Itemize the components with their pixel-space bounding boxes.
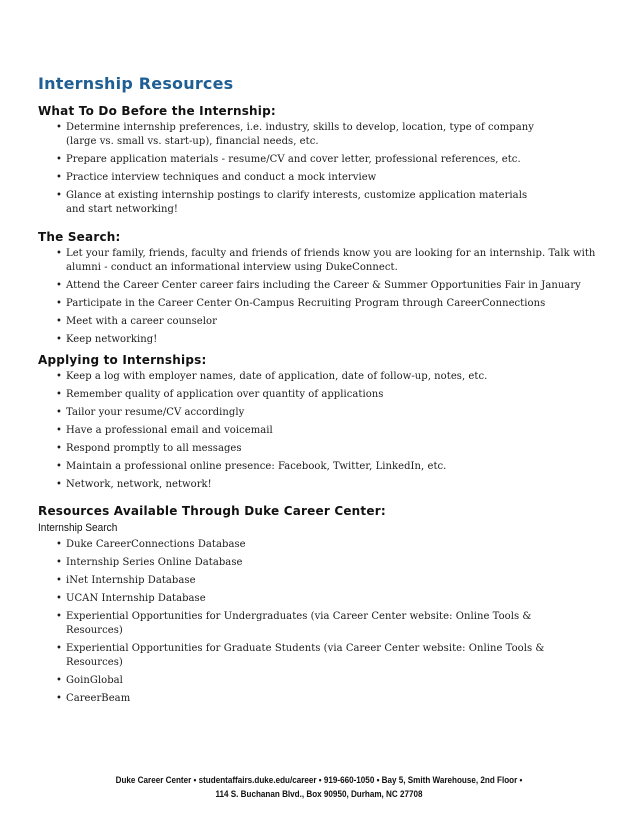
bullet-icon: • bbox=[56, 298, 62, 309]
list-item bbox=[38, 279, 604, 293]
bullet-icon: • bbox=[56, 122, 62, 133]
bullet-icon: • bbox=[56, 693, 62, 704]
bullet-icon: • bbox=[56, 575, 62, 586]
bullet-icon: • bbox=[56, 248, 62, 259]
list-item bbox=[38, 333, 604, 347]
list-item bbox=[38, 442, 604, 456]
section-heading: What To Do Before the Internship: bbox=[38, 104, 276, 118]
list-item-text: Internship Series Online Database bbox=[66, 557, 243, 568]
list-item-text: and start networking! bbox=[66, 204, 178, 215]
list-item-text: Attend the Career Center career fairs including the Career & Summer Opportunities Fair in January bbox=[66, 280, 581, 291]
list-item bbox=[38, 153, 604, 167]
list-item bbox=[38, 674, 604, 688]
list-item-text: Have a professional email and voicemail bbox=[66, 425, 273, 436]
list-item-text: alumni - conduct an informational interview using DukeConnect. bbox=[66, 262, 398, 273]
list-item bbox=[38, 388, 604, 402]
bullet-icon: • bbox=[56, 407, 62, 418]
section-heading: The Search: bbox=[38, 230, 121, 244]
bullet-icon: • bbox=[56, 389, 62, 400]
page-footer bbox=[0, 773, 638, 801]
bullet-icon: • bbox=[56, 675, 62, 686]
list-item-text: UCAN Internship Database bbox=[66, 593, 206, 604]
list-item-text: CareerBeam bbox=[66, 693, 131, 704]
list-item bbox=[38, 478, 604, 492]
list-item bbox=[38, 370, 604, 384]
section-the-search bbox=[38, 229, 604, 351]
list-item bbox=[38, 297, 604, 311]
list-item-text: Maintain a professional online presence: Facebook, Twitter, LinkedIn, etc. bbox=[66, 461, 447, 472]
footer-line-2: 114 S. Buchanan Blvd., Box 90950, Durham, NC 27708 bbox=[215, 789, 423, 799]
list-item-text: (large vs. small vs. start-up), financial needs, etc. bbox=[66, 136, 319, 147]
bullet-icon: • bbox=[56, 479, 62, 490]
list-item-text: Remember quality of application over quantity of applications bbox=[66, 389, 384, 400]
list-item-text: Glance at existing internship postings to clarify interests, customize application materials bbox=[66, 190, 528, 201]
list-item-text: Duke CareerConnections Database bbox=[66, 539, 246, 550]
bullet-icon: • bbox=[56, 557, 62, 568]
list-item-text: Experiential Opportunities for Undergraduates (via Career Center website: Online Tools & bbox=[66, 611, 532, 622]
bullet-icon: • bbox=[56, 371, 62, 382]
bullet-icon: • bbox=[56, 425, 62, 436]
list-item bbox=[38, 610, 604, 638]
bullet-list bbox=[38, 247, 604, 347]
list-item-text: Resources) bbox=[66, 657, 123, 668]
bullet-icon: • bbox=[56, 316, 62, 327]
bullet-icon: • bbox=[56, 461, 62, 472]
list-item-text: iNet Internship Database bbox=[66, 575, 196, 586]
list-item-text: Determine internship preferences, i.e. industry, skills to develop, location, type of company bbox=[66, 122, 534, 133]
bullet-list bbox=[38, 538, 604, 706]
bullet-icon: • bbox=[56, 643, 62, 654]
bullet-icon: • bbox=[56, 154, 62, 165]
list-item bbox=[38, 642, 604, 670]
list-item-text: Meet with a career counselor bbox=[66, 316, 217, 327]
list-item-text: Keep a log with employer names, date of application, date of follow-up, notes, etc. bbox=[66, 371, 488, 382]
list-item bbox=[38, 692, 604, 706]
bullet-icon: • bbox=[56, 539, 62, 550]
section-resources bbox=[38, 503, 604, 710]
list-item-text: Respond promptly to all messages bbox=[66, 443, 242, 454]
section-applying bbox=[38, 352, 604, 496]
list-item-text: Experiential Opportunities for Graduate Students (via Career Center website: Online Tools & bbox=[66, 643, 545, 654]
list-item-text: Tailor your resume/CV accordingly bbox=[66, 407, 245, 418]
bullet-icon: • bbox=[56, 280, 62, 291]
bullet-icon: • bbox=[56, 611, 62, 622]
list-item-text: Keep networking! bbox=[66, 334, 158, 345]
bullet-list bbox=[38, 370, 604, 492]
subheading-internship-search: Internship Search bbox=[38, 522, 118, 534]
list-item bbox=[38, 406, 604, 420]
list-item-text: Practice interview techniques and conduct a mock interview bbox=[66, 172, 377, 183]
list-item-text: Network, network, network! bbox=[66, 479, 212, 490]
page-title: Internship Resources bbox=[38, 74, 234, 93]
list-item bbox=[38, 592, 604, 606]
list-item bbox=[38, 171, 604, 185]
list-item-text: Prepare application materials - resume/CV and cover letter, professional references, etc. bbox=[66, 154, 521, 165]
list-item bbox=[38, 121, 604, 149]
bullet-icon: • bbox=[56, 190, 62, 201]
list-item-text: GoinGlobal bbox=[66, 675, 123, 686]
bullet-icon: • bbox=[56, 443, 62, 454]
section-heading: Resources Available Through Duke Career Center: bbox=[38, 504, 386, 518]
list-item bbox=[38, 189, 604, 217]
bullet-list bbox=[38, 121, 604, 217]
list-item bbox=[38, 574, 604, 588]
list-item bbox=[38, 460, 604, 474]
footer-line-1: Duke Career Center • studentaffairs.duke.edu/career • 919-660-1050 • Bay 5, Smith Warehouse, 2nd Floor • bbox=[115, 775, 523, 785]
list-item bbox=[38, 538, 604, 552]
list-item bbox=[38, 247, 604, 275]
list-item bbox=[38, 315, 604, 329]
list-item bbox=[38, 424, 604, 438]
section-before-internship bbox=[38, 103, 604, 221]
bullet-icon: • bbox=[56, 172, 62, 183]
bullet-icon: • bbox=[56, 593, 62, 604]
list-item-text: Let your family, friends, faculty and friends of friends know you are looking for an internship. Talk with bbox=[66, 248, 596, 259]
bullet-icon: • bbox=[56, 334, 62, 345]
list-item-text: Participate in the Career Center On-Campus Recruiting Program through CareerConnections bbox=[66, 298, 546, 309]
list-item bbox=[38, 556, 604, 570]
list-item-text: Resources) bbox=[66, 625, 123, 636]
section-heading: Applying to Internships: bbox=[38, 353, 207, 367]
